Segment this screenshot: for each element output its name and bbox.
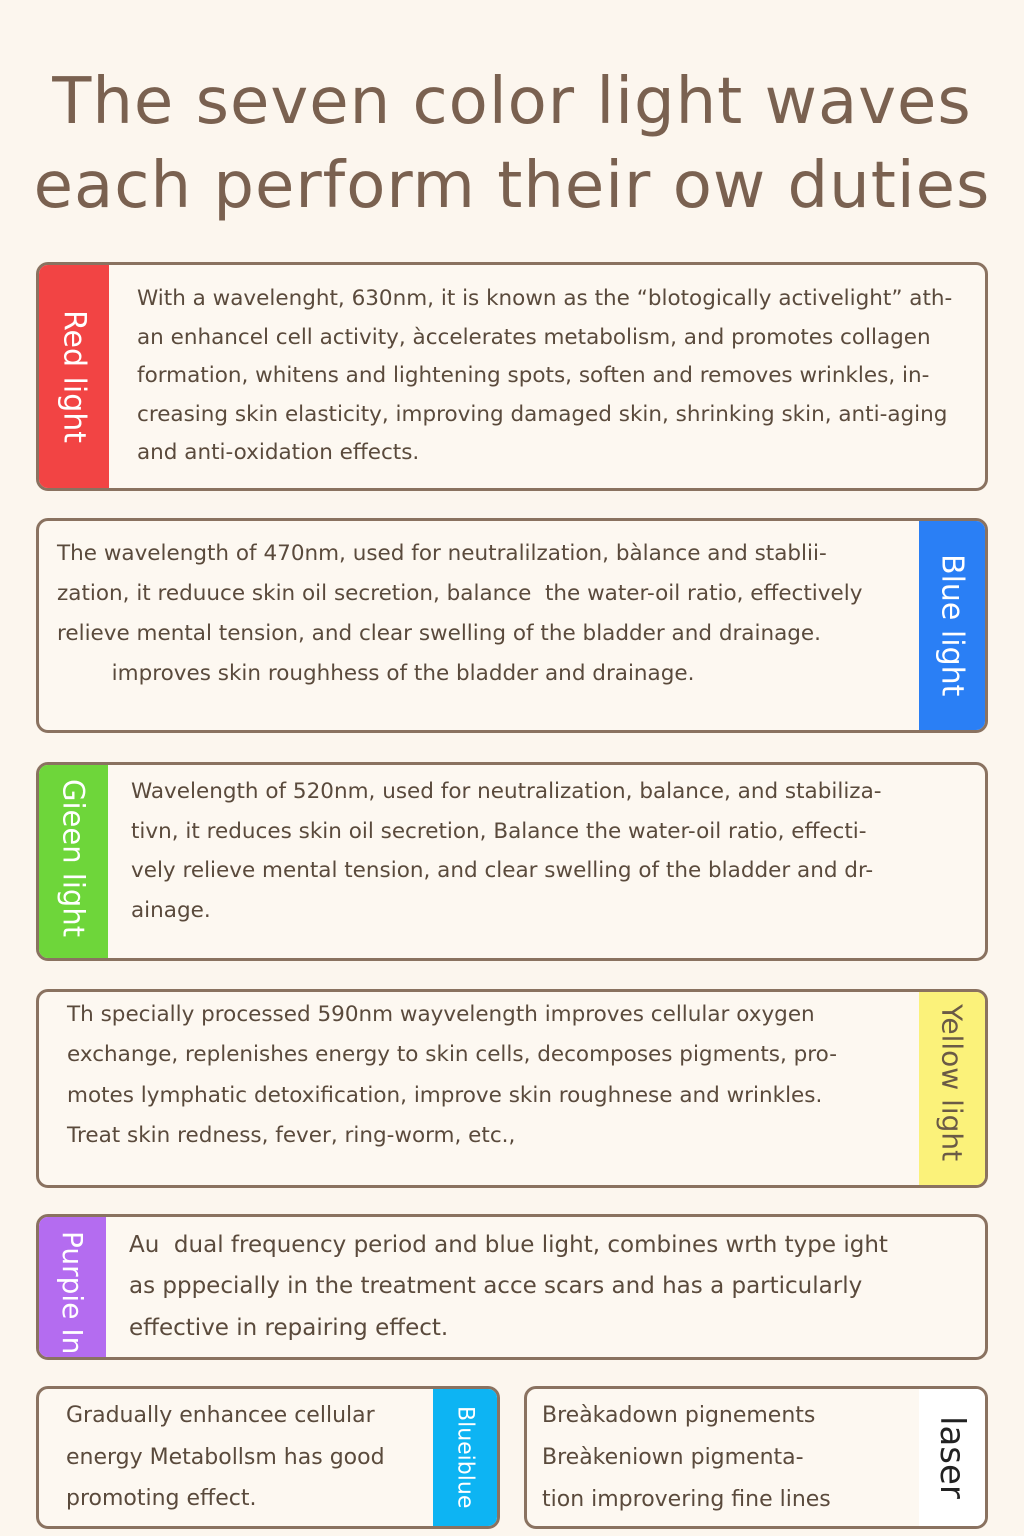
- blueblue-text-line: promoting effect.: [66, 1486, 257, 1512]
- blue-light-description: [57, 521, 905, 730]
- laser-card: [524, 1386, 988, 1529]
- red-text-line: With a wavelenght, 630nm, it is known as the “blotogically activelight” ath-: [137, 286, 953, 312]
- green-light-description: [131, 765, 973, 958]
- blueblue-text-line: energy Metabollsm has good: [66, 1444, 385, 1470]
- red-light-card: [36, 262, 988, 491]
- green-text-line: tivn, it reduces skin oil secretion, Balance the water-oil ratio, effecti-: [131, 818, 867, 844]
- green-text-line: Wavelength of 520nm, used for neutralization, balance, and stabiliza-: [131, 779, 882, 804]
- red-light-tab: [39, 265, 109, 488]
- blueblue-light-card: [36, 1386, 500, 1529]
- red-text-line: and anti-oxidation effects.: [137, 440, 420, 466]
- purple-light-description: [129, 1217, 975, 1357]
- laser-description: [542, 1389, 913, 1526]
- yellow-light-tab: [919, 992, 985, 1185]
- laser-text-line: Breàkeniown pigmenta-: [542, 1444, 804, 1470]
- purple-text-line: effective in repairing effect.: [129, 1314, 449, 1341]
- blue-light-card: [36, 518, 988, 733]
- blue-text-line: zation, it reduuce skin oil secretion, balance the water-oil ratio, effectively: [57, 581, 863, 606]
- red-text-line: creasing skin elasticity, improving damaged skin, shrinking skin, anti-aging: [137, 401, 948, 427]
- yellow-text-line: Treat skin redness, fever, ring-worm, etc.,: [67, 1122, 516, 1148]
- yellow-light-card: [36, 989, 988, 1188]
- blue-text-line: The wavelength of 470nm, used for neutralilzation, bàlance and stablii-: [57, 541, 827, 566]
- yellow-text-line: motes lymphatic detoxification, improve skin roughnese and wrinkles.: [67, 1082, 823, 1108]
- laser-text-line: Breàkadown pignements: [542, 1402, 816, 1428]
- laser-label: laser: [932, 1416, 972, 1499]
- green-text-line: ainage.: [131, 897, 211, 923]
- green-light-tab: [39, 765, 108, 958]
- yellow-light-label: Yellow light: [935, 1004, 969, 1162]
- laser-tab: [919, 1389, 985, 1526]
- blue-text-line: relieve mental tension, and clear swelling of the bladder and drainage.: [57, 621, 821, 646]
- yellow-light-description: [67, 992, 915, 1185]
- yellow-text-line: Th specially processed 590nm wayvelength improves cellular oxygen: [67, 1002, 815, 1027]
- purple-light-tab: [39, 1217, 106, 1357]
- purple-light-label: Purpie In: [56, 1231, 89, 1355]
- red-text-line: formation, whitens and lightening spots, soften and removes wrinkles, in-: [137, 363, 930, 389]
- title-line-2: each perform their ow duties: [33, 149, 991, 223]
- red-light-label: Red light: [56, 309, 92, 444]
- blue-light-tab: [919, 521, 985, 730]
- purple-text-line: as pppecially in the treatment acce scars and has a particularly: [129, 1273, 863, 1300]
- red-text-line: an enhancel cell activity, àccelerates metabolism, and promotes collagen: [137, 324, 931, 350]
- purple-text-line: Au dual frequency period and blue light, combines wrth type ight: [129, 1231, 888, 1258]
- green-light-label: Gieen light: [56, 779, 91, 938]
- title-line-1: The seven color light waves: [52, 65, 972, 139]
- blueblue-light-tab: [433, 1389, 497, 1526]
- laser-text-line: tion improvering fine lines: [542, 1486, 831, 1512]
- yellow-text-line: exchange, replenishes energy to skin cells, decomposes pigments, pro-: [67, 1042, 837, 1068]
- green-light-card: [36, 762, 988, 961]
- blueblue-light-label: Blueiblue: [452, 1406, 478, 1509]
- blueblue-light-description: [66, 1389, 427, 1526]
- page-title: [0, 60, 1024, 228]
- purple-light-card: [36, 1214, 988, 1360]
- blue-light-label: Blue light: [934, 554, 970, 697]
- blue-text-line: improves skin roughhess of the bladder and drainage.: [57, 661, 695, 686]
- blueblue-text-line: Gradually enhancee cellular: [66, 1403, 375, 1429]
- red-light-description: [137, 265, 977, 488]
- green-text-line: vely relieve mental tension, and clear swelling of the bladder and dr-: [131, 858, 874, 883]
